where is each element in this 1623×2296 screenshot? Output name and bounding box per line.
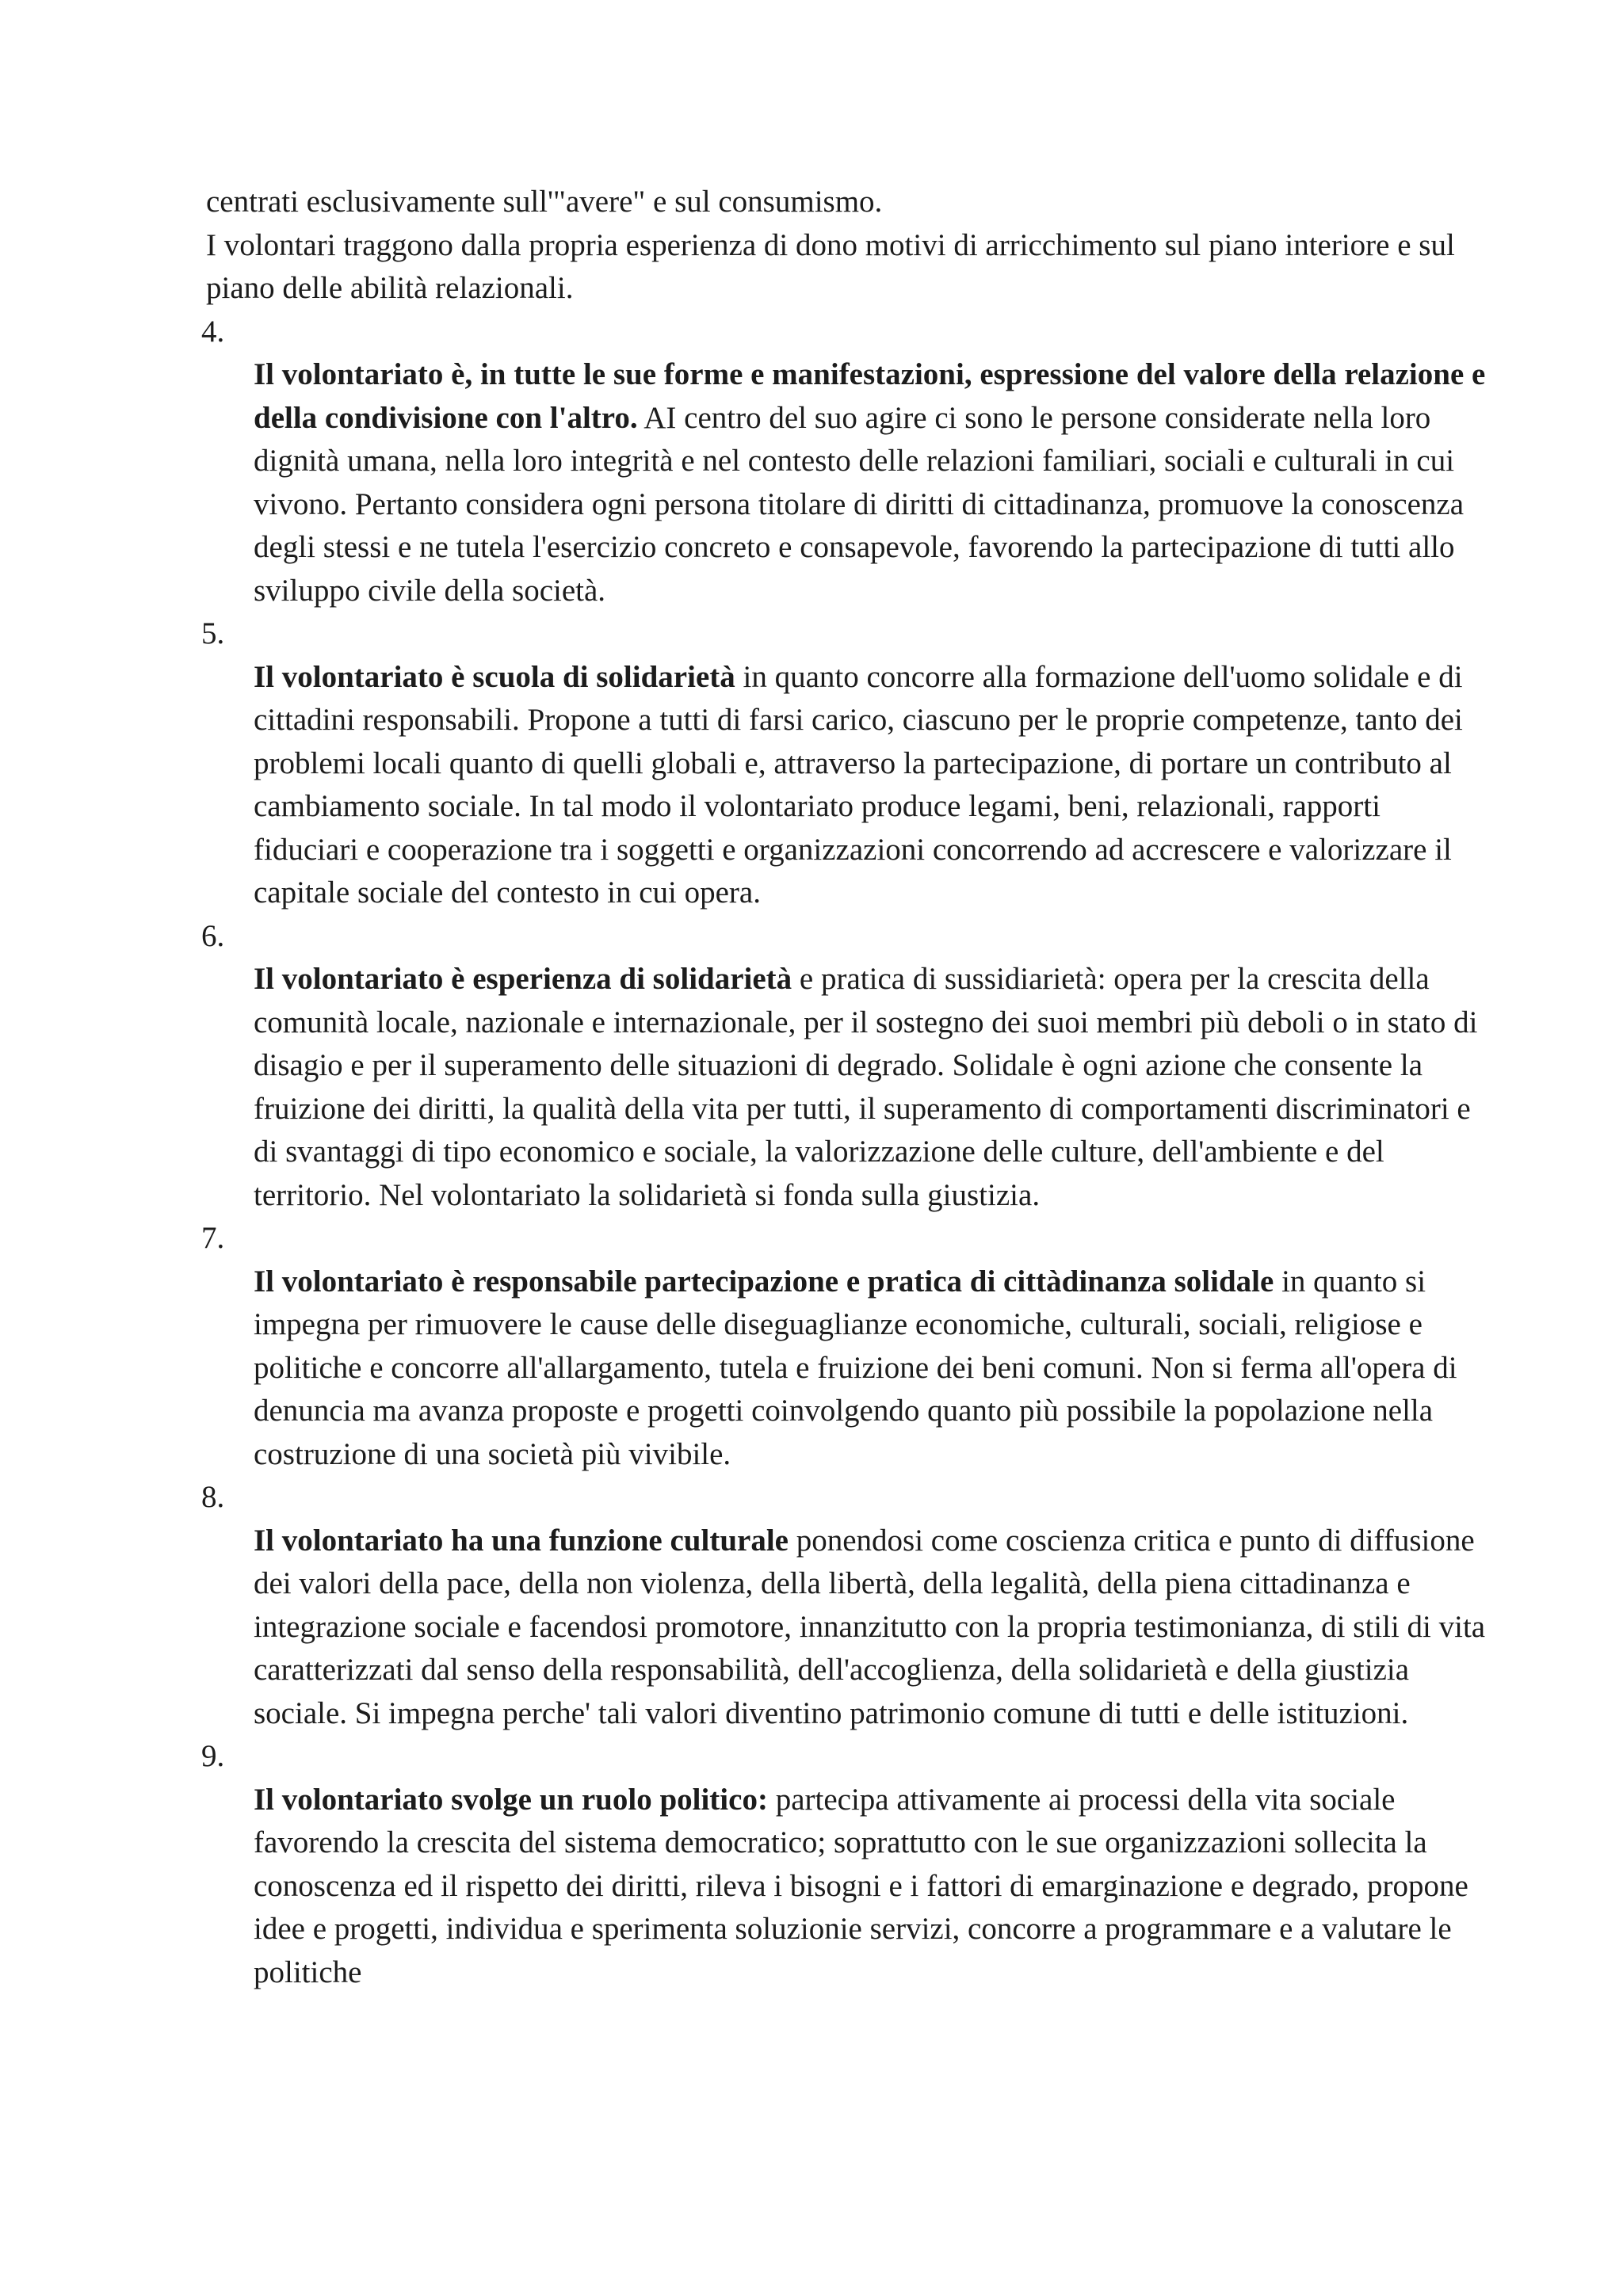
- item-text: [206, 1261, 1490, 1477]
- item-body-text: partecipa attivamente ai processi della vita sociale favorendo la crescita del sistema democratico; soprattutto con le sue organizzazioni sollecita la conoscenza ed il rispetto dei diritti, rileva i bisogni e i fattori di emarginazione e degrado, propone idee e progetti, individua e sperimenta soluzionie servizi, concorre a programmare e a valutare le politiche: [254, 1782, 1468, 1989]
- item-body-text: in quanto si impegna per rimuovere le cause delle diseguaglianze economiche, culturali, sociali, religiose e politiche e concorre all'allargamento, tutela e fruizione dei beni comuni. Non si ferma all'opera di denuncia ma avanza proposte e progetti coinvolgendo quanto più possibile la popolazione nella costruzione di una società più vivibile.: [254, 1264, 1457, 1471]
- item-number: 8.: [201, 1480, 225, 1514]
- intro-continuation: centrati esclusivamente sull'"avere" e sul consumismo.: [206, 185, 883, 219]
- list-item: [201, 1217, 1490, 1476]
- item-bold-text: Il volontariato svolge un ruolo politico:: [254, 1782, 768, 1817]
- intro-paragraph: I volontari traggono dalla propria esperienza di dono motivi di arricchimento sul piano interiore e sul piano delle abilità relazionali.: [206, 227, 1455, 305]
- item-text: [206, 353, 1490, 612]
- item-bold-text: Il volontariato è responsabile partecipazione e pratica di cittàdinanza solidale: [254, 1264, 1274, 1299]
- item-number: 9.: [201, 1739, 225, 1773]
- item-number: 5.: [201, 616, 225, 650]
- item-body-text: in quanto concorre alla formazione dell'uomo solidale e di cittadini responsabili. Propone a tutti di farsi carico, ciascuno per le proprie competenze, tanto dei problemi locali quanto di quelli globali e, attraverso la partecipazione, di portare un contributo al cambiamento sociale. In tal modo il volontariato produce legami, beni, relazionali, rapporti fiduciari e cooperazione tra i soggetti e organizzazioni concorrendo ad accrescere e valorizzare il capitale sociale del contesto in cui opera.: [254, 659, 1463, 910]
- list-item: [201, 915, 1490, 1218]
- item-bold-text: Il volontariato è esperienza di solidarietà: [254, 962, 792, 996]
- item-text: [206, 1779, 1490, 1995]
- list-item: [201, 311, 1490, 613]
- intro-block: [206, 181, 1490, 311]
- list-item: [201, 612, 1490, 915]
- item-text: [206, 656, 1490, 915]
- item-body-text: e pratica di sussidiarietà: opera per la crescita della comunità locale, nazionale e internazionale, per il sostegno dei suoi membri più deboli o in stato di disagio e per il superamento delle situazioni di degrado. Solidale è ogni azione che consente la fruizione dei diritti, la qualità della vita per tutti, il superamento di comportamenti discriminatori e di svantaggi di tipo economico e sociale, la valorizzazione delle culture, dell'ambiente e del territorio. Nel volontariato la solidarietà si fonda sulla giustizia.: [254, 962, 1478, 1212]
- item-text: [206, 958, 1490, 1217]
- list-item: [201, 1735, 1490, 1994]
- item-bold-text: Il volontariato è scuola di solidarietà: [254, 659, 735, 694]
- item-text: [206, 1520, 1490, 1736]
- item-number: 4.: [201, 314, 225, 349]
- item-bold-text: Il volontariato ha una funzione culturale: [254, 1523, 789, 1558]
- item-number: 7.: [201, 1221, 225, 1255]
- item-number: 6.: [201, 918, 225, 953]
- item-body-text: AI centro del suo agire ci sono le persone considerate nella loro dignità umana, nella loro integrità e nel contesto delle relazioni familiari, sociali e culturali in cui vivono. Pertanto considera ogni persona titolare di diritti di cittadinanza, promuove la conoscenza degli stessi e ne tutela l'esercizio concreto e consapevole, favorendo la partecipazione di tutti allo sviluppo civile della società.: [254, 400, 1465, 608]
- item-bold-text: Il volontariato è, in tutte le sue forme e manifestazioni, espressione del valore della relazione e della condivisione con l'altro.: [254, 357, 1486, 435]
- list-item: [201, 1476, 1490, 1735]
- document-page: [201, 181, 1490, 1994]
- item-body-text: ponendosi come coscienza critica e punto di diffusione dei valori della pace, della non violenza, della libertà, della legalità, della piena cittadinanza e integrazione sociale e facendosi promotore, innanzitutto con la propria testimonianza, di stili di vita caratterizzati dal senso della responsabilità, dell'accoglienza, della solidarietà e della giustizia sociale. Si impegna perche' tali valori diventino patrimonio comune di tutti e delle istituzioni.: [254, 1523, 1486, 1730]
